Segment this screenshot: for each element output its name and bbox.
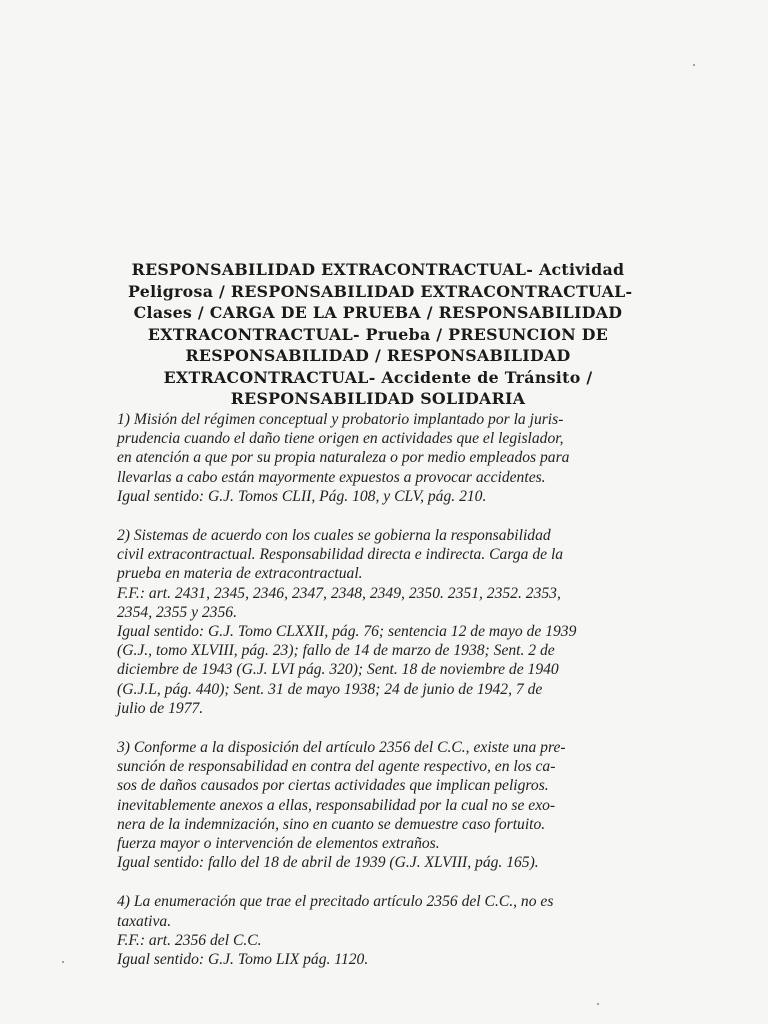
paragraph-line: 4) La enumeración que trae el precitado artículo 2356 del C.C., no es [117,893,554,911]
heading-line: RESPONSABILIDAD SOLIDARIA [230,389,526,408]
heading-line: RESPONSABILIDAD / RESPONSABILIDAD [185,346,571,365]
scan-speck [693,64,695,66]
paragraph-line: taxativa. [117,912,172,930]
paragraph-line: en atención a que por su propia naturaleza o por medio empleados para [117,449,570,467]
paragraph-line: diciembre de 1943 (G.J. LVI pág. 320); Sent. 18 de noviembre de 1940 [117,661,559,679]
paragraph-4 [117,892,641,969]
paragraph-line: Igual sentido: G.J. Tomo CLXXII, pág. 76; sentencia 12 de mayo de 1939 [117,623,577,641]
paragraph-line: 3) Conforme a la disposición del artículo 2356 del C.C., existe una pre- [117,739,566,757]
paragraph-2 [117,526,641,718]
paragraph-line: llevarlas a cabo están mayormente expuestos a provocar accidentes. [117,468,546,486]
paragraph-line: Igual sentido: fallo del 18 de abril de 1939 (G.J. XLVIII, pág. 165). [117,854,539,872]
paragraph-line: (G.J.L, pág. 440); Sent. 31 de mayo 1938; 24 de junio de 1942, 7 de [117,680,543,698]
paragraph-3 [117,738,641,872]
paragraph-line: sunción de responsabilidad en contra del agente respectivo, en los ca- [117,758,556,776]
heading-line: EXTRACONTRACTUAL- Prueba / PRESUNCION DE [147,324,609,344]
heading-line: Clases / CARGA DE LA PRUEBA / RESPONSABILIDAD [133,303,623,322]
document-body [117,410,641,989]
paragraph-line: 2) Sistemas de acuerdo con los cuales se gobierna la responsabilidad [117,527,551,545]
paragraph-line: prueba en materia de extracontractual. [117,565,363,583]
paragraph-line: prudencia cuando el daño tiene origen en actividades que el legislador, [117,430,564,448]
paragraph-line: julio de 1977. [117,699,204,717]
paragraph-line: 2354, 2355 y 2356. [117,603,237,621]
paragraph-line: Igual sentido: G.J. Tomos CLII, Pág. 108, y CLV, pág. 210. [117,487,487,505]
paragraph-1 [117,410,641,506]
paragraph-line: F.F.: art. 2356 del C.C. [117,931,262,949]
scan-speck [62,961,64,963]
scan-speck [597,1003,599,1005]
heading-line: EXTRACONTRACTUAL- Accidente de Tránsito / [163,367,593,387]
paragraph-line: inevitablemente anexos a ellas, responsabilidad por la cual no se exo- [117,796,556,814]
paragraph-line: (G.J., tomo XLVIII, pág. 23); fallo de 14 de marzo de 1938; Sent. 2 de [117,642,555,660]
paragraph-line: fuerza mayor o intervención de elementos extraños. [117,835,440,853]
heading-line: Peligrosa / RESPONSABILIDAD EXTRACONTRACTUAL- [128,281,633,301]
paragraph-line: F.F.: art. 2431, 2345, 2346, 2347, 2348, 2349, 2350. 2351, 2352. 2353, [117,584,561,602]
paragraph-line: nera de la indemnización, sino en cuanto se demuestre caso fortuito. [117,815,546,833]
heading-line: RESPONSABILIDAD EXTRACONTRACTUAL- Actividad [131,260,625,279]
document-heading [128,259,633,410]
paragraph-line: sos de daños causados por ciertas actividades que implican peligros. [117,777,549,795]
paragraph-line: civil extracontractual. Responsabilidad directa e indirecta. Carga de la [117,546,564,564]
paragraph-line: 1) Misión del régimen conceptual y probatorio implantado por la juris- [117,411,564,428]
paragraph-line: Igual sentido: G.J. Tomo LIX pág. 1120. [117,951,369,969]
